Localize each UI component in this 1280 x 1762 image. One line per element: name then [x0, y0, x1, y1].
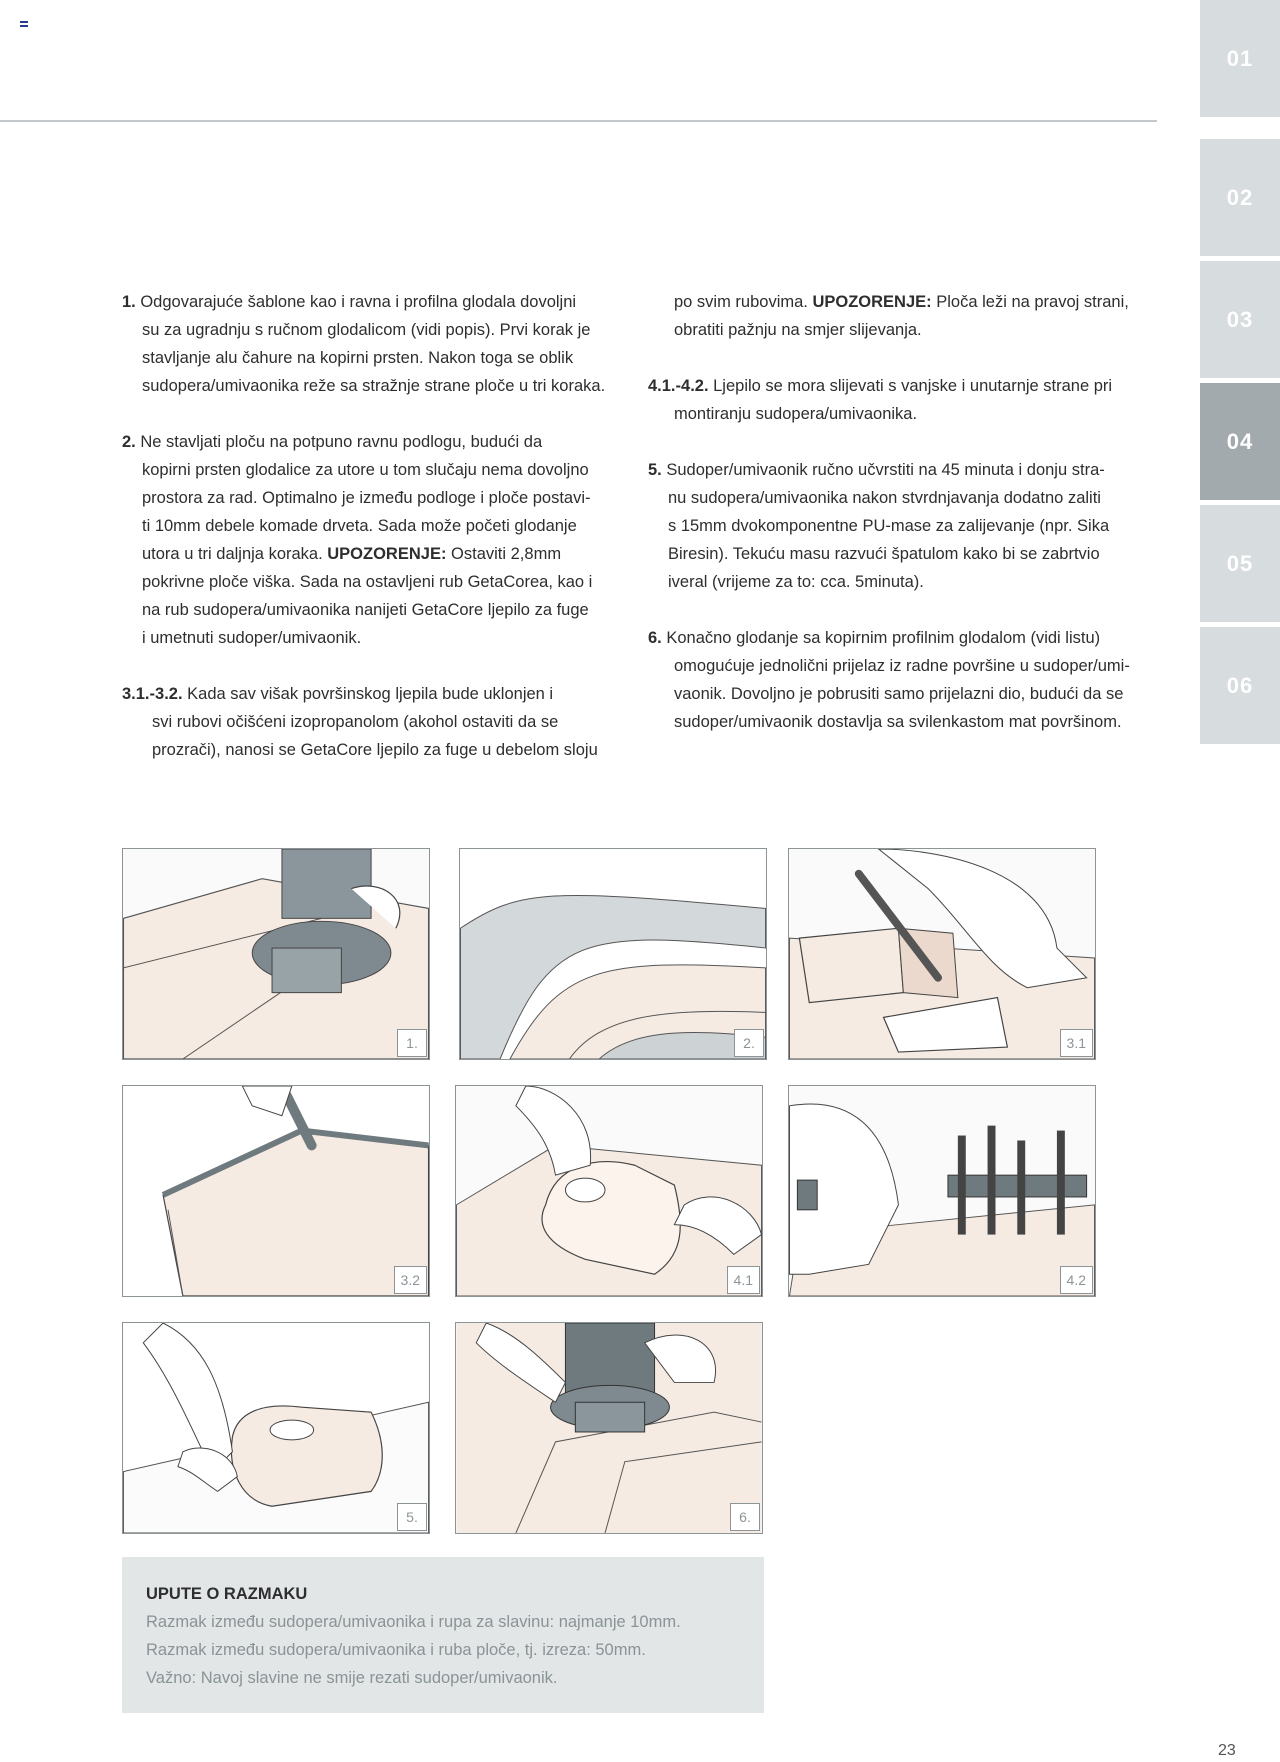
step-text: na rub sudopera/umivaonika nanijeti GetaCore ljepilo za fuge: [142, 601, 589, 619]
step-3-continued: [648, 288, 1128, 344]
step-text: svi rubovi očišćeni izopropanolom (akohol ostaviti da se: [152, 713, 559, 731]
figure-6: [455, 1322, 763, 1534]
step-number: 6.: [648, 629, 662, 647]
step-text: sudopera/umivaonika reže sa stražnje strane ploče u tri koraka.: [142, 377, 606, 395]
step-text: Sudoper/umivaonik ručno učvrstiti na 45 minuta i donju stra-: [661, 461, 1105, 479]
header-divider: [0, 120, 1157, 122]
step-text: sudoper/umivaonik dostavlja sa svilenkastom mat površinom.: [674, 713, 1122, 731]
step-5: [648, 456, 1128, 596]
step-text: i umetnuti sudoper/umivaonik.: [142, 629, 362, 647]
step-text: Ostaviti 2,8mm: [446, 545, 562, 563]
step-4: [648, 372, 1128, 428]
figure-label: 3.1: [1060, 1029, 1093, 1057]
menu-icon[interactable]: [20, 21, 28, 27]
step-text: stavljanje alu čahure na kopirni prsten. Nakon toga se oblik: [142, 349, 574, 367]
milled-groove-illustration: [460, 849, 766, 1059]
step-number: 1.: [122, 293, 136, 311]
step-text: Konačno glodanje sa kopirnim profilnim glodalom (vidi listu): [661, 629, 1101, 647]
step-text: Ploča leži na pravoj strani,: [931, 293, 1129, 311]
tab-05[interactable]: 05: [1200, 505, 1280, 622]
figure-label: 4.2: [1060, 1266, 1093, 1294]
step-text: montiranju sudopera/umivaonika.: [674, 405, 918, 423]
note-line: Razmak između sudopera/umivaonika i ruba ploče, tj. izreza: 50mm.: [146, 1641, 646, 1659]
figure-3-1: [788, 848, 1096, 1060]
figure-label: 3.2: [394, 1266, 427, 1294]
step-text: pokrivne ploče viška. Sada na ostavljeni rub GetaCorea, kao i: [142, 573, 593, 591]
step-text: su za ugradnju s ručnom glodalicom (vidi popis). Prvi korak je: [142, 321, 591, 339]
step-number: 4.1.-4.2.: [648, 377, 709, 395]
figure-5: [122, 1322, 430, 1534]
left-text-column: [122, 288, 622, 792]
glue-application-illustration: [789, 849, 1095, 1059]
figure-label: 6.: [730, 1503, 760, 1531]
figure-label: 2.: [734, 1029, 764, 1057]
step-text: obratiti pažnju na smjer slijevanja.: [674, 321, 922, 339]
figure-3-2: [122, 1085, 430, 1297]
step-text: vaonik. Dovoljno je pobrusiti samo prijelazni dio, budući da se: [674, 685, 1124, 703]
step-text: Ne stavljati ploču na potpuno ravnu podlogu, budući da: [135, 433, 543, 451]
step-text: Ljepilo se mora slijevati s vanjske i unutarnje strane pri: [708, 377, 1113, 395]
clamping-sink-illustration: [789, 1086, 1095, 1296]
step-number: 5.: [648, 461, 662, 479]
sink-placement-illustration: [456, 1086, 762, 1296]
router-on-template-illustration: [123, 849, 429, 1059]
step-number: 3.1.-3.2.: [122, 685, 183, 703]
step-text: Kada sav višak površinskog ljepila bude uklonjen i: [182, 685, 554, 703]
figure-1: [122, 848, 430, 1060]
figure-4-1: [455, 1085, 763, 1297]
tab-04[interactable]: 04: [1200, 383, 1280, 500]
step-text: kopirni prsten glodalice za utore u tom slučaju nema dovoljno: [142, 461, 589, 479]
step-text: s 15mm dvokomponentne PU-mase za zalijevanje (npr. Sika: [668, 517, 1110, 535]
step-text: nu sudopera/umivaonika nakon stvrdnjavanja dodatno zaliti: [668, 489, 1101, 507]
tab-02[interactable]: 02: [1200, 139, 1280, 256]
note-title: UPUTE O RAZMAKU: [146, 1585, 308, 1603]
right-text-column: [648, 288, 1128, 764]
figure-label: 4.1: [727, 1266, 760, 1294]
step-text: po svim rubovima.: [674, 293, 813, 311]
figure-2: [459, 848, 767, 1060]
step-text: iveral (vrijeme za to: cca. 5minuta).: [668, 573, 924, 591]
step-1: [122, 288, 622, 400]
figure-label: 5.: [397, 1503, 427, 1531]
warning-label: UPOZORENJE:: [327, 545, 447, 563]
page-number: 23: [1218, 1742, 1236, 1759]
final-milling-illustration: [456, 1323, 762, 1533]
glued-sink-edge-illustration: [123, 1086, 429, 1296]
spatula-sealing-illustration: [123, 1323, 429, 1533]
step-3: [122, 680, 622, 764]
step-text: prozrači), nanosi se GetaCore ljepilo za fuge u debelom sloju: [152, 741, 598, 759]
tab-01[interactable]: 01: [1200, 0, 1280, 117]
figure-label: 1.: [397, 1029, 427, 1057]
step-number: 2.: [122, 433, 136, 451]
step-text: utora u tri daljnja koraka.: [142, 545, 328, 563]
note-line: Važno: Navoj slavine ne smije rezati sudoper/umivaonik.: [146, 1669, 558, 1687]
step-text: prostora za rad. Optimalno je između podloge i ploče postavi-: [142, 489, 591, 507]
spacing-note-box: [122, 1557, 764, 1713]
step-2: [122, 428, 622, 652]
note-line: Razmak između sudopera/umivaonika i rupa za slavinu: najmanje 10mm.: [146, 1613, 681, 1631]
tab-06[interactable]: 06: [1200, 627, 1280, 744]
step-6: [648, 624, 1128, 736]
step-text: Odgovarajuće šablone kao i ravna i profilna glodala dovoljni: [135, 293, 577, 311]
step-text: ti 10mm debele komade drveta. Sada može početi glodanje: [142, 517, 577, 535]
warning-label: UPOZORENJE:: [812, 293, 932, 311]
step-text: omogućuje jednolični prijelaz iz radne površine u sudoper/umi-: [674, 657, 1130, 675]
figure-4-2: [788, 1085, 1096, 1297]
tab-03[interactable]: 03: [1200, 261, 1280, 378]
step-text: Biresin). Tekuću masu razvući špatulom kako bi se zabrtvio: [668, 545, 1100, 563]
